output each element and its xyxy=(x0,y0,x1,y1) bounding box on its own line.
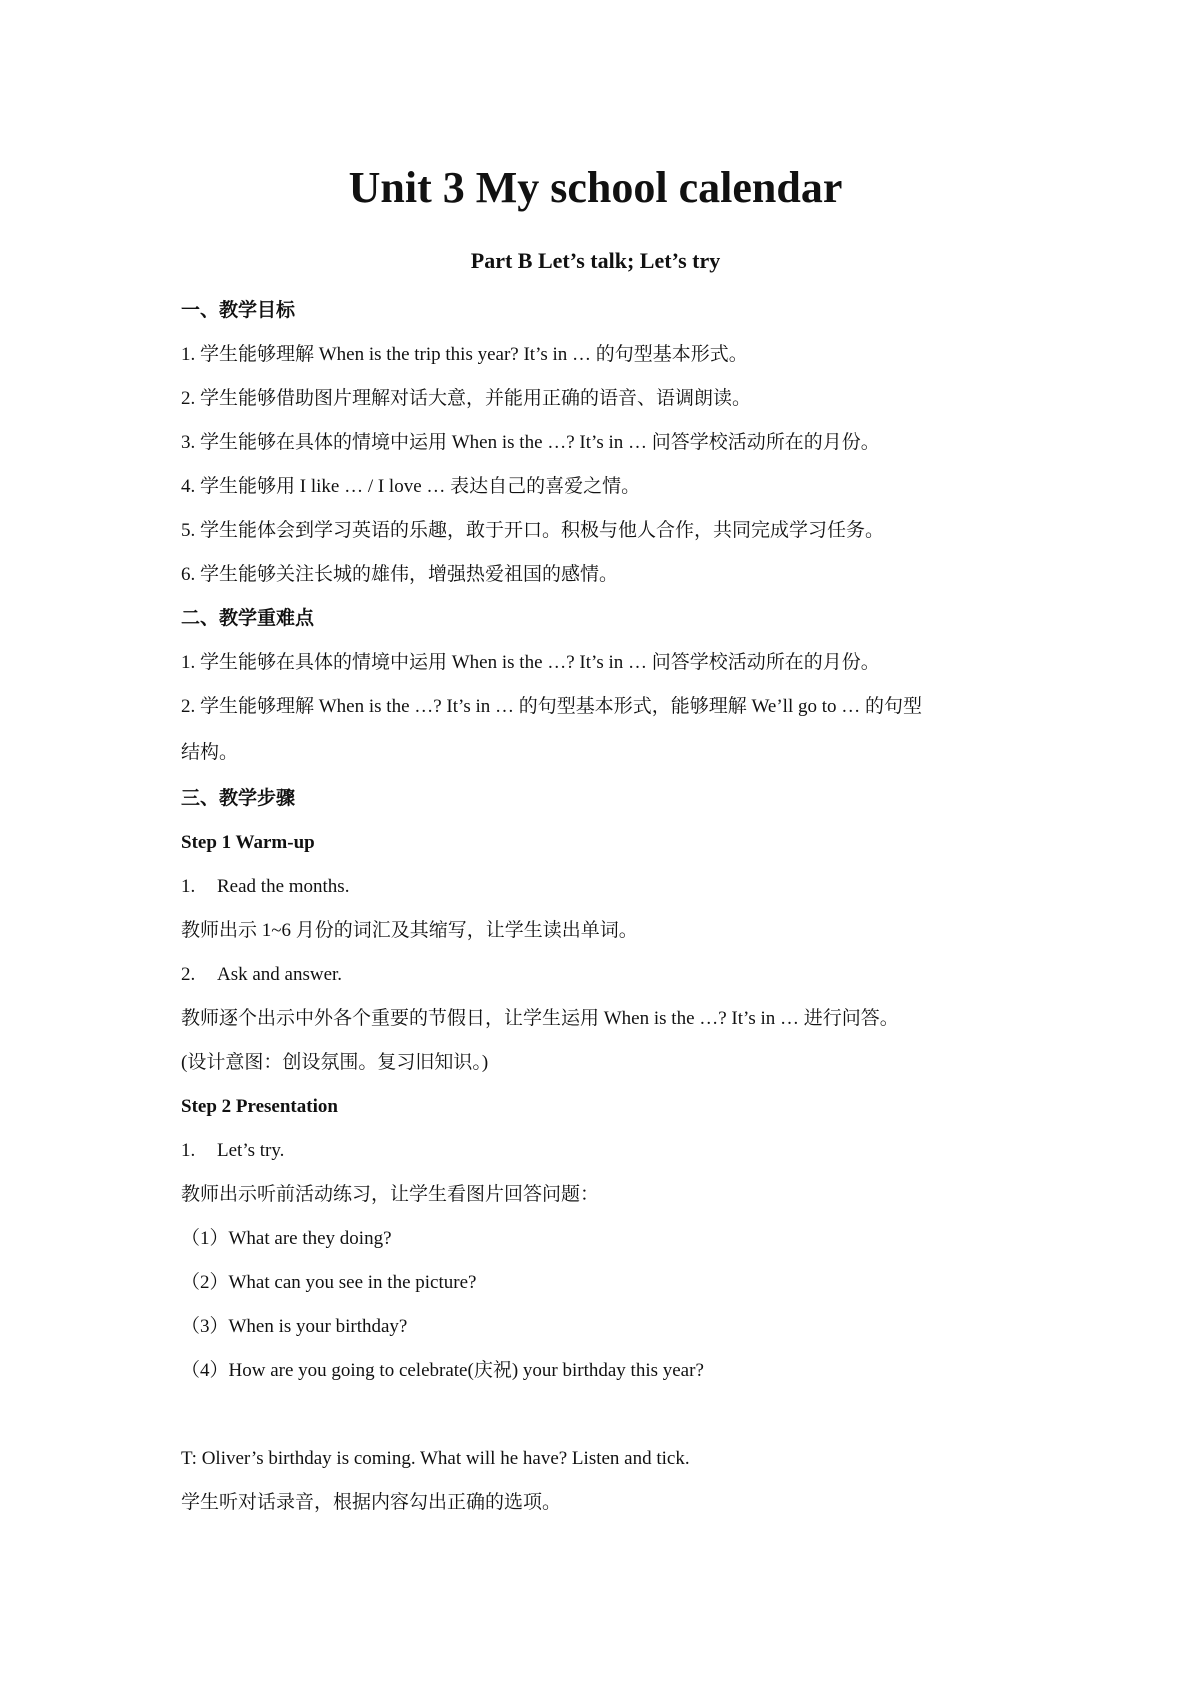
step-title-presentation: Step 2 Presentation xyxy=(181,1096,338,1117)
step-item xyxy=(181,1129,1021,1173)
question-item: （1）What are they doing? xyxy=(181,1228,392,1249)
objective-item: 4. 学生能够用 I like … / I love … 表达自己的喜爱之情。 xyxy=(181,476,641,497)
key-point-item-continuation: 结构。 xyxy=(181,742,239,763)
step-item-number: 1. xyxy=(181,876,196,897)
page-subtitle: Part B Let’s talk; Let’s try xyxy=(470,248,721,273)
step-item-description: 教师出示听前活动练习，让学生看图片回答问题： xyxy=(181,1184,600,1205)
step-item xyxy=(181,865,1021,909)
teacher-line: T: Oliver’s birthday is coming. What will he have? Listen and tick. xyxy=(181,1448,690,1469)
objective-item: 2. 学生能够借助图片理解对话大意，并能用正确的语音、语调朗读。 xyxy=(181,388,752,409)
key-point-item: 1. 学生能够在具体的情境中运用 When is the …? It’s in … 问答学校活动所在的月份。 xyxy=(181,652,880,673)
section-heading-objectives: 一、教学目标 xyxy=(181,300,296,321)
section-heading-steps: 三、教学步骤 xyxy=(181,788,296,809)
step-item-text: Let’s try. xyxy=(217,1140,285,1161)
section-heading-key-points: 二、教学重难点 xyxy=(181,608,315,629)
design-intent: (设计意图：创设氛围。复习旧知识。) xyxy=(181,1052,489,1073)
question-item: （4）How are you going to celebrate(庆祝) your birthday this year? xyxy=(181,1360,704,1381)
question-item: （3）When is your birthday? xyxy=(181,1316,408,1337)
blank-line xyxy=(181,1393,1021,1437)
page-title: Unit 3 My school calendar xyxy=(348,163,843,212)
step-item-number: 1. xyxy=(181,1140,196,1161)
step-item-number: 2. xyxy=(181,964,196,985)
step-item-text: Ask and answer. xyxy=(217,964,343,985)
objective-item: 1. 学生能够理解 When is the trip this year? It’s in … 的句型基本形式。 xyxy=(181,344,748,365)
student-line: 学生听对话录音，根据内容勾出正确的选项。 xyxy=(181,1492,562,1513)
objective-item: 6. 学生能够关注长城的雄伟，增强热爱祖国的感情。 xyxy=(181,564,619,585)
objective-item: 3. 学生能够在具体的情境中运用 When is the …? It’s in … 问答学校活动所在的月份。 xyxy=(181,432,880,453)
step-item-description: 教师逐个出示中外各个重要的节假日，让学生运用 When is the …? It’s in … 进行问答。 xyxy=(181,1008,899,1029)
step-item-text: Read the months. xyxy=(217,876,350,897)
document-body xyxy=(181,289,1021,1525)
objective-item: 5. 学生能体会到学习英语的乐趣，敢于开口。积极与他人合作，共同完成学习任务。 xyxy=(181,520,885,541)
key-point-item: 2. 学生能够理解 When is the …? It’s in … 的句型基本形式，能够理解 We’ll go to … 的句型 xyxy=(181,696,923,717)
step-title-warm-up: Step 1 Warm-up xyxy=(181,832,315,853)
question-item: （2）What can you see in the picture? xyxy=(181,1272,477,1293)
step-item-description: 教师出示 1~6 月份的词汇及其缩写，让学生读出单词。 xyxy=(181,920,638,941)
step-item xyxy=(181,953,1021,997)
